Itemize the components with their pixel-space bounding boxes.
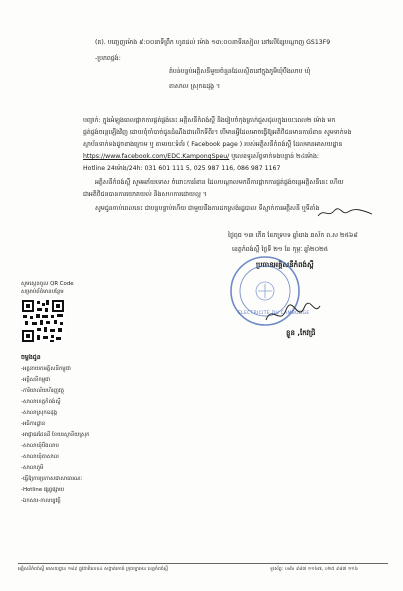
distribution-item: -អាជ្ញាធរដែនដី ខែយរស្ថានីយស្រុក	[21, 432, 90, 438]
qr-code-icon[interactable]	[21, 299, 65, 343]
body-para2-line1: អគ្គិសនីកំពង់ស្ពឺ សូមអភ័យទោស ចំពោះការរំខាន ដែលបណ្ដាលមកពីការផ្អាកការផ្គត់ផ្គង់ចរន្តអគ្គិសនីនេះ ហើយ	[95, 179, 344, 186]
distribution-item: -អគ្គិសនីកម្ពុជា	[21, 377, 51, 383]
body-para3-line1: សូមជូនចាប់ពេលនេះ ជាបន្តបន្ទាប់ហើយ ជាមួយនឹងការដកស្រង់រដ្ឋបាល ទីស្នាក់ការអគ្គិសនី ឬទីតាំង	[95, 205, 320, 212]
margin-signature-icon	[316, 206, 374, 220]
distribution-item: -អគ្គនាយកអគ្គិសនីកម្ពុជា	[21, 366, 71, 372]
date-solar: ខេត្តកំពង់ស្ពឺ ថ្ងៃទី ២១ ខែ កុម្ភៈ ឆ្នាំ២០២៥	[232, 246, 329, 253]
footer-address: អគ្គិសនីកំពង់ស្ពឺ អាសយដ្ឋាន ១៨៩ ផ្លូវជាតិលេខ៤ សង្កាត់រកាធំ ក្រុងច្បារមន ខេត្តកំពង់ស្ពឺ	[18, 567, 169, 572]
qr-caption-1: សូមស្កេនចូល QR Code	[21, 281, 74, 287]
footer-phone: ទូរស័ព្ទ: ០៨៦ ៩៨៧ ១១៦៧, ០២៥ ៩៨៧ ១១៦	[270, 567, 358, 572]
subject-line-2: តាសាល ស្រុកឧដុង្គ ។	[169, 83, 221, 90]
footer-divider	[18, 563, 388, 564]
hotline-line: Hotline 24ម៉ោង/24h: 031 601 111 5, 025 987 116, 086 987 1167	[83, 165, 281, 172]
distribution-item: -ធ្វើឱ្យការប្រកាសជាសាធារណៈ	[21, 476, 83, 482]
body-para1-line1: បញ្ជាក់: ក្នុងអំឡុងពេលផ្អាកការផ្គត់ផ្គង់នេះ អគ្គិសនីកំពង់ស្ពឺ និងរៀបចំកុងត្រាក់ជួសជុលក្នុងរយៈពេល២ ម៉ោង មក	[83, 117, 336, 124]
para1-line3-b: របស់អគ្គិសនីកំពង់ស្ពឺ ដែលមានអាសយដ្ឋាន	[242, 141, 343, 148]
qr-caption-2: សម្រាប់ព័ត៌មានបន្ថែម	[21, 289, 64, 295]
subject-label: -ប្រភពផ្គង់:	[95, 55, 121, 62]
para1-line4-b: ឬលេខទូរស័ព្ទទាក់ទងបន្ទាន់ ២៤ម៉ោង:	[229, 153, 319, 160]
distribution-item: -សាលាឃុំបឹងលាប	[21, 443, 59, 449]
body-para2-line2: ជាអតិថិជនបានការយោគយល់ និងសហការដោយល្អ ។	[83, 191, 207, 198]
signature-icon	[262, 300, 322, 328]
distribution-item: -សាលាខេត្តកំពង់ស្ពឺ	[21, 399, 61, 405]
distribution-item: -Hotline ផ្សព្វផ្សាយ	[21, 487, 65, 493]
distribution-heading: ចម្លងជូន	[21, 354, 41, 361]
stamp-text: ELECTRICITE DU CAMBODGE	[238, 311, 310, 316]
body-para1-line2: ផ្គត់ផ្គង់ចរន្តឡើងវិញ ដោយពុំចាំបាច់ជូនដំណឹងជាលើកទីពីរ។ បើមានអ្វីដែលអាចធ្វើឱ្យអតិថិជនមានការរំខាន សូមទាក់ទង	[83, 129, 352, 136]
body-para1-line4	[83, 154, 319, 160]
body-para1-line3	[83, 142, 342, 148]
distribution-item: -សាលាភូមិ	[21, 465, 44, 471]
distribution-item: -សាលាឃុំតាសាល	[21, 454, 59, 460]
header-ref-code: GS13F9	[306, 39, 331, 46]
date-lunar: ថ្ងៃពុធ ១៣ កើត ខែភទ្របទ ឆ្នាំរោង ឆស័ក ព.ស ២៥៦៨	[228, 232, 358, 239]
subject-line-1: តំបន់បន្ទប់អគ្គិសនីមួយចំនួនដែលស្ថិតនៅក្នុងភូមិឃុំបឹងលាប ឃុំ	[169, 68, 311, 75]
distribution-item: -ការិយាល័យហិរញ្ញវត្ថុ	[21, 388, 65, 394]
distribution-item: -អធិការដ្ឋាន	[21, 421, 46, 427]
office-title: ប្រធានអគ្គិសនីកំពង់ស្ពឺ	[256, 261, 314, 269]
distribution-item: -សាលាស្រុកឧដុង្គ	[21, 410, 58, 416]
header-ref-prefix: (គ). បញ្ចេញម៉ោង ៩:០០នាទីព្រឹក ហូតដល់ ម៉ោង ១៣:០០នាទីរសៀល នៅលើខ្សែបណ្ដាញ	[95, 39, 307, 46]
facebook-page-label: ( Facebook page )	[186, 141, 243, 148]
signer-name: ខ្លួន ,កែវជ្រិ	[286, 329, 316, 337]
distribution-item: -ឯកសារ-កាលប្បវត្តិ	[21, 498, 61, 504]
para1-line3-a: ស្ថាប័នទាក់ទងដូចខាងក្រោម ឬ តាមរយៈទំព័រ	[83, 141, 185, 148]
header-ref-line	[95, 40, 330, 46]
facebook-url-link[interactable]: https://www.facebook.com/EDC.KampongSpeu/	[83, 153, 230, 160]
